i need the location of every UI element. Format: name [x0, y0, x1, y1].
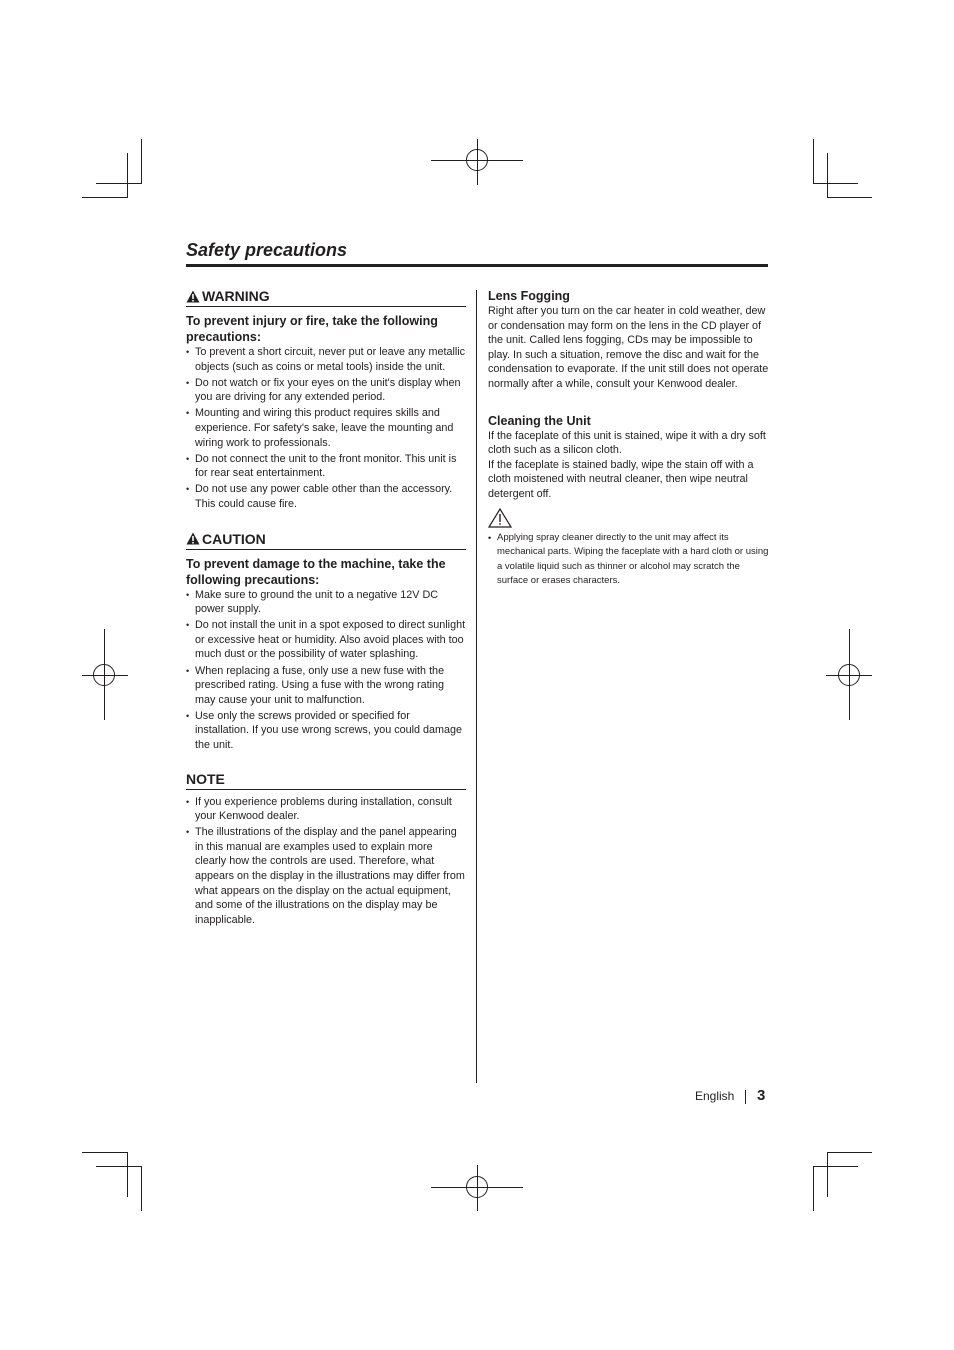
- caution-section: [186, 531, 466, 753]
- list-item: • Do not connect the unit to the front monitor. This unit is for rear seat entertainment.: [186, 452, 466, 481]
- lens-fogging-section: [488, 288, 770, 392]
- warning-heading-text: WARNING: [202, 288, 270, 304]
- page-title: Safety precautions: [186, 240, 348, 260]
- footer-separator: [745, 1090, 746, 1104]
- note-list: [186, 795, 466, 928]
- warning-triangle-icon: [186, 290, 200, 303]
- list-item: • Applying spray cleaner directly to the unit may affect its mechanical parts. Wiping the faceplate with a hard cloth or using a volatile liquid such as thinner or alcohol may scratch the surface or erases characters.: [488, 531, 770, 589]
- warning-list: [186, 345, 466, 512]
- caution-list: [186, 588, 466, 753]
- list-item: • Do not use any power cable other than the accessory. This could cause fire.: [186, 482, 466, 511]
- list-item: • Mounting and wiring this product requires skills and experience. For safety's sake, leave the mounting and wiring work to professionals.: [186, 406, 466, 450]
- warning-subheading: To prevent injury or fire, take the following precautions:: [186, 314, 438, 344]
- warning-heading: [186, 288, 466, 307]
- caution-outline-icon: [488, 508, 512, 528]
- warning-section: [186, 288, 466, 512]
- list-item: • To prevent a short circuit, never put or leave any metallic objects (such as coins or metal tools) inside the unit.: [186, 345, 466, 374]
- note-heading: [186, 771, 466, 790]
- caution-triangle-icon: [186, 532, 200, 545]
- right-column: [488, 288, 770, 590]
- list-item: • Do not watch or fix your eyes on the unit's display when you are driving for any extended period.: [186, 376, 466, 405]
- caution-heading-text: CAUTION: [202, 530, 266, 547]
- cleaning-caution-list: [488, 531, 770, 589]
- note-heading-text: NOTE: [186, 770, 225, 787]
- footer-language: English: [695, 1089, 735, 1103]
- column-divider: [476, 290, 477, 1083]
- left-column: [186, 288, 466, 929]
- lens-fogging-heading: Lens Fogging: [488, 289, 570, 303]
- cleaning-body-2: If the faceplate is stained badly, wipe the stain off with a cloth moistened with neutral cleaner, then wipe neutral detergent off.: [488, 458, 754, 500]
- title-rule: [186, 264, 768, 267]
- list-item: • Make sure to ground the unit to a negative 12V DC power supply.: [186, 588, 466, 617]
- note-section: [186, 771, 466, 928]
- lens-fogging-body: Right after you turn on the car heater in cold weather, dew or condensation may form on the lens in the CD player of the unit. Called lens fogging, CDs may be impossible to play. In such a situation, remove the disc and wait for the condensation to evaporate. If the unit still does not operate normally after a while, consult your Kenwood dealer.: [488, 305, 769, 390]
- list-item: • Use only the screws provided or specified for installation. If you use wrong screws, you could damage the unit.: [186, 709, 466, 753]
- list-item: • The illustrations of the display and the panel appearing in this manual are examples used to explain more clearly how the controls are used. Therefore, what appears on the display in the illustrations may differ from what appears on the display on the actual equipment, and some of the illustrations on the display may be inapplicable.: [186, 825, 466, 927]
- cleaning-heading: Cleaning the Unit: [488, 413, 591, 428]
- caution-subheading: To prevent damage to the machine, take the following precautions:: [186, 556, 446, 587]
- cleaning-body-1: If the faceplate of this unit is stained, wipe it with a dry soft cloth such as a silicon cloth.: [488, 429, 766, 457]
- list-item: • If you experience problems during installation, consult your Kenwood dealer.: [186, 795, 466, 824]
- page-number: 3: [757, 1087, 766, 1104]
- cleaning-section: [488, 413, 770, 589]
- list-item: • When replacing a fuse, only use a new fuse with the prescribed rating. Using a fuse with the wrong rating may cause your unit to malfunction.: [186, 664, 466, 708]
- list-item: • Do not install the unit in a spot exposed to direct sunlight or excessive heat or humidity. Also avoid places with too much dust or the possibility of water splashing.: [186, 618, 466, 662]
- caution-heading: [186, 531, 466, 550]
